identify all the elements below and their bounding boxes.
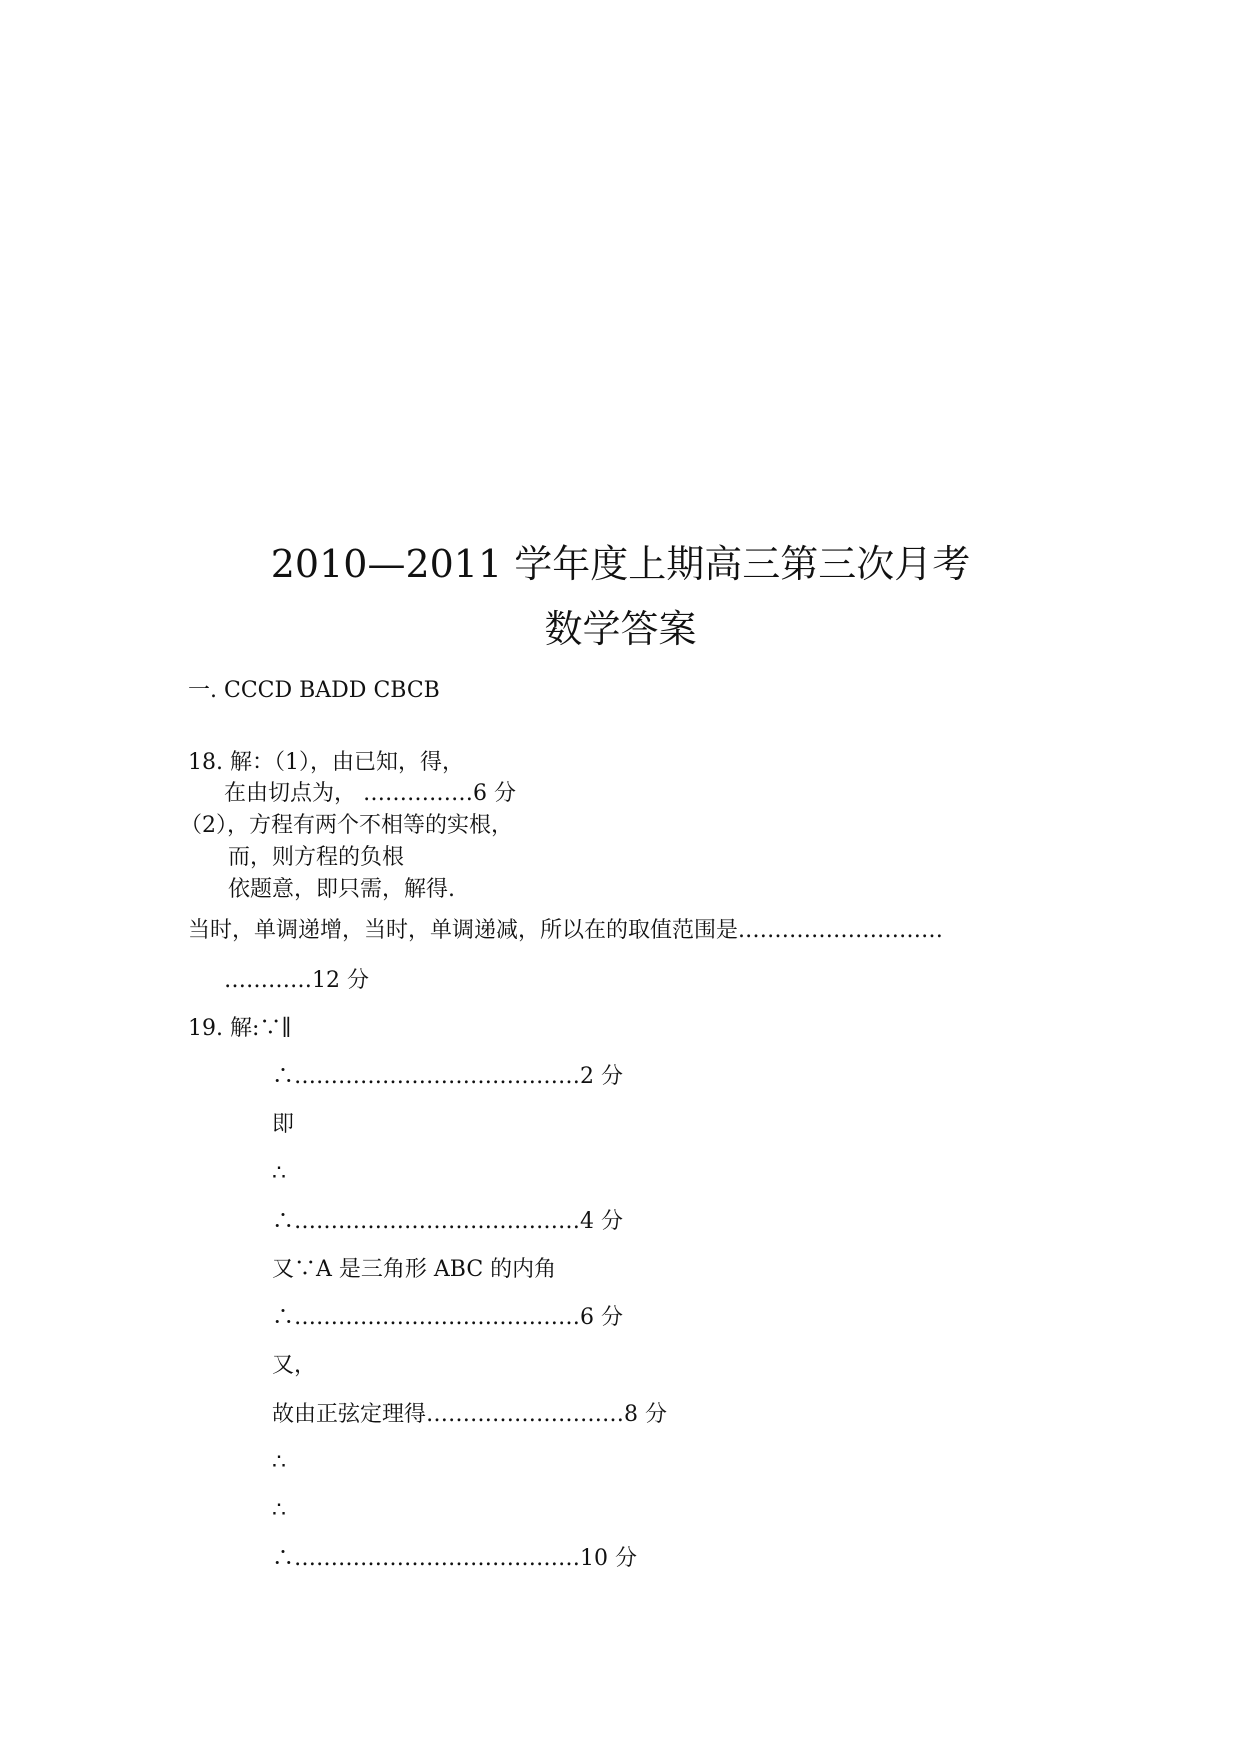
q19-line-8: 又， bbox=[272, 1353, 317, 1378]
q18-line-7: …………12 分 bbox=[224, 968, 369, 993]
q19-line-6: 又∵A 是三角形 ABC 的内角 bbox=[272, 1257, 557, 1282]
q19-line-9: 故由正弦定理得………………………8 分 bbox=[272, 1402, 667, 1427]
q19-line-10: ∴ bbox=[272, 1450, 286, 1475]
q19-line-12: ∴…………………………………10 分 bbox=[272, 1546, 637, 1571]
q18-line-1: 18. 解：（1），由已知，得， bbox=[188, 750, 464, 775]
q19-line-5: ∴…………………………………4 分 bbox=[272, 1209, 623, 1234]
q18-line-2: 在由切点为， ……………6 分 bbox=[224, 781, 516, 806]
document-title: 2010—2011 学年度上期高三第三次月考 bbox=[270, 542, 971, 586]
q18-line-3: （2），方程有两个不相等的实根， bbox=[180, 813, 513, 838]
q18-line-6: 当时，单调递增，当时，单调递减，所以在的取值范围是.……………………… bbox=[188, 918, 943, 943]
q18-line-4: 而，则方程的负根 bbox=[228, 845, 405, 870]
q19-line-11: ∴ bbox=[272, 1498, 286, 1523]
q18-line-5: 依题意，即只需，解得. bbox=[228, 877, 455, 902]
q19-line-2: ∴…………………………………2 分 bbox=[272, 1064, 623, 1089]
q19-line-1: 19. 解:∵∥ bbox=[188, 1016, 292, 1041]
q19-line-4: ∴ bbox=[272, 1161, 286, 1186]
multiple-choice-answers: 一. CCCD BADD CBCB bbox=[188, 678, 440, 703]
q19-line-3: 即 bbox=[272, 1112, 295, 1137]
document-subtitle: 数学答案 bbox=[544, 607, 697, 651]
q19-line-7: ∴…………………………………6 分 bbox=[272, 1305, 623, 1330]
